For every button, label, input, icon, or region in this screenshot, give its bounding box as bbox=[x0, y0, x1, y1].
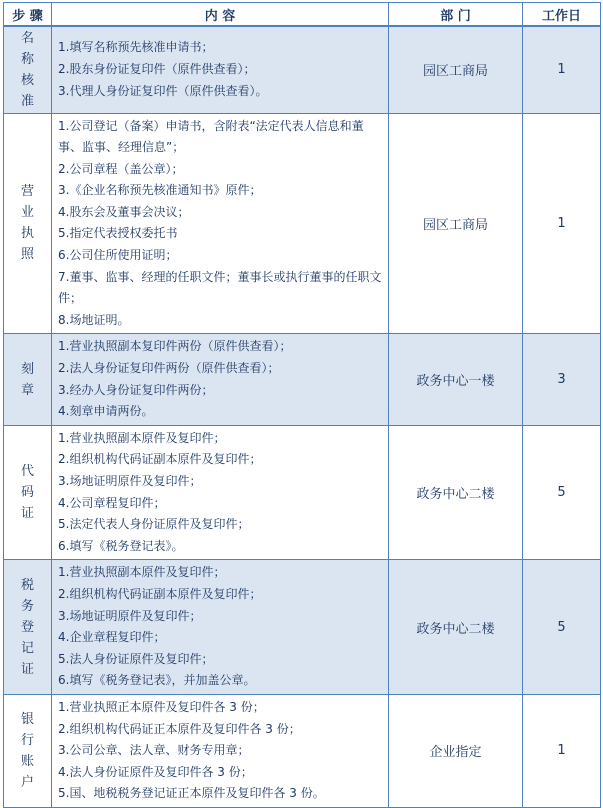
step-char: 户 bbox=[20, 774, 34, 790]
header-days: 工作日 bbox=[523, 3, 601, 27]
step-char: 账 bbox=[20, 753, 34, 769]
procedure-table-wrapper bbox=[3, 2, 601, 808]
step-char: 营 bbox=[20, 184, 34, 200]
step-char: 登 bbox=[20, 619, 34, 635]
content-item: 7.董事、监事、经理的任职文件；董事长或执行董事的任职文件； bbox=[58, 269, 382, 306]
content-cell bbox=[52, 560, 389, 695]
step-cell bbox=[4, 113, 52, 334]
content-item: 5.法人身份证原件及复印件； bbox=[58, 651, 214, 666]
table-row bbox=[4, 334, 601, 425]
dept-cell: 企业指定 bbox=[389, 694, 523, 807]
content-item: 1.营业执照副本原件及复印件； bbox=[58, 565, 226, 580]
step-char: 章 bbox=[20, 382, 34, 398]
dept-cell: 政务中心一楼 bbox=[389, 334, 523, 425]
procedure-table bbox=[3, 2, 601, 808]
content-item: 1.公司登记（备案）申请书，含附表“法定代表人信息和董事、监事、经理信息”； bbox=[58, 118, 364, 155]
header-step: 步 骤 bbox=[4, 3, 52, 27]
step-char: 税 bbox=[20, 577, 34, 593]
content-cell bbox=[52, 26, 389, 113]
step-char: 称 bbox=[20, 51, 34, 67]
content-item: 2.股东身份证复印件（原件供查看）； bbox=[58, 61, 256, 76]
days-cell: 5 bbox=[523, 560, 601, 695]
header-row bbox=[4, 3, 601, 27]
content-item: 2.组织机构代码证正本原件及复印件各 3 份； bbox=[58, 721, 301, 736]
content-item: 4.股东会及董事会决议； bbox=[58, 204, 190, 219]
days-cell: 1 bbox=[523, 26, 601, 113]
step-char: 证 bbox=[20, 506, 34, 522]
step-char: 银 bbox=[20, 711, 34, 727]
step-char: 执 bbox=[20, 226, 34, 242]
content-item: 4.企业章程复印件； bbox=[58, 630, 166, 645]
content-item: 4.刻章申请两份。 bbox=[58, 404, 154, 419]
content-item: 3.代理人身份证复印件（原件供查看）。 bbox=[58, 83, 268, 98]
days-cell: 5 bbox=[523, 425, 601, 560]
days-cell: 1 bbox=[523, 113, 601, 334]
table-row bbox=[4, 113, 601, 334]
content-item: 5.国、地税税务登记证正本原件及复印件各 3 份。 bbox=[58, 786, 325, 801]
table-row bbox=[4, 560, 601, 695]
content-item: 3.场地证明原件及复印件； bbox=[58, 608, 202, 623]
content-item: 1.营业执照副本复印件两份（原件供查看）； bbox=[58, 339, 292, 354]
table-row bbox=[4, 694, 601, 807]
content-item: 1.营业执照正本原件及复印件各 3 份； bbox=[58, 699, 265, 714]
content-item: 8.场地证明。 bbox=[58, 312, 130, 327]
content-item: 5.指定代表授权委托书 bbox=[58, 226, 178, 241]
header-dept: 部 门 bbox=[389, 3, 523, 27]
content-item: 3.场地证明原件及复印件； bbox=[58, 474, 202, 488]
content-cell bbox=[52, 113, 389, 334]
content-item: 2.法人身份证复印件两份（原件供查看）； bbox=[58, 361, 280, 376]
step-char: 准 bbox=[20, 93, 34, 109]
step-cell bbox=[4, 425, 52, 560]
step-cell bbox=[4, 560, 52, 695]
step-cell bbox=[4, 694, 52, 807]
step-char: 照 bbox=[20, 247, 34, 263]
step-char: 代 bbox=[20, 464, 34, 480]
content-item: 4.公司章程复印件； bbox=[58, 495, 166, 510]
content-item: 6.填写《税务登记表》，并加盖公章。 bbox=[58, 673, 256, 688]
step-char: 名 bbox=[20, 30, 34, 46]
step-char: 业 bbox=[20, 205, 34, 221]
dept-cell: 政务中心二楼 bbox=[389, 560, 523, 695]
step-char: 记 bbox=[20, 640, 34, 656]
step-char: 核 bbox=[20, 72, 34, 88]
content-item: 3.《企业名称预先核准通知书》原件； bbox=[58, 183, 262, 198]
step-char: 刻 bbox=[20, 361, 34, 377]
dept-cell: 园区工商局 bbox=[389, 113, 523, 334]
content-item: 5.法定代表人身份证原件及复印件； bbox=[58, 517, 250, 532]
content-item: 2.公司章程（盖公章）； bbox=[58, 161, 184, 176]
header-content: 内 容 bbox=[52, 3, 389, 27]
step-cell bbox=[4, 334, 52, 425]
step-char: 证 bbox=[20, 661, 34, 677]
content-item: 1.营业执照副本原件及复印件； bbox=[58, 430, 226, 445]
content-item: 2.组织机构代码证副本原件及复印件； bbox=[58, 452, 262, 467]
step-char: 码 bbox=[20, 485, 34, 501]
dept-cell: 政务中心二楼 bbox=[389, 425, 523, 560]
step-char: 行 bbox=[20, 732, 34, 748]
content-item: 1.填写名称预先核准申请书； bbox=[58, 40, 214, 55]
days-cell: 1 bbox=[523, 694, 601, 807]
content-cell bbox=[52, 425, 389, 560]
days-cell: 3 bbox=[523, 334, 601, 425]
dept-cell: 园区工商局 bbox=[389, 26, 523, 113]
content-item: 3.经办人身份证复印件两份； bbox=[58, 382, 214, 397]
step-cell bbox=[4, 26, 52, 113]
content-cell bbox=[52, 334, 389, 425]
content-item: 4.法人身份证原件及复印件各 3 份； bbox=[58, 764, 253, 779]
content-cell bbox=[52, 694, 389, 807]
content-item: 6.填写《税务登记表》。 bbox=[58, 538, 184, 553]
table-row bbox=[4, 26, 601, 113]
table-body bbox=[4, 26, 601, 807]
content-item: 2.组织机构代码证副本原件及复印件； bbox=[58, 586, 262, 601]
step-char: 务 bbox=[20, 598, 34, 614]
table-row bbox=[4, 425, 601, 560]
content-item: 3.公司公章、法人章、财务专用章； bbox=[58, 743, 250, 758]
content-item: 6.公司住所使用证明； bbox=[58, 248, 178, 263]
